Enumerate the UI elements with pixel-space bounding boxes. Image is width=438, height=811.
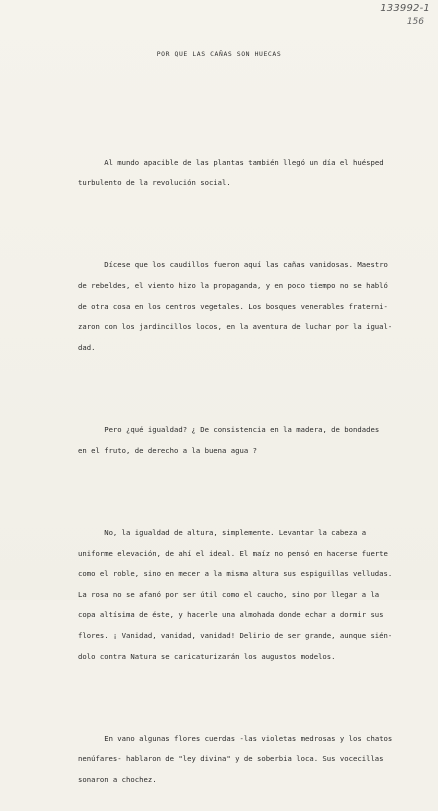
text-line: de otra cosa en los centros vegetales. Los bosques venerables fraterni- [78, 301, 388, 311]
document-body [78, 132, 408, 811]
paragraph [78, 132, 408, 214]
text-line: de rebeldes, el viento hizo la propaganda, y en poco tiempo no se habló [78, 281, 388, 291]
text-line: Dícese que los caudillos fueron aquí las cañas vanidosas. Maestro [104, 260, 388, 270]
text-line: en el fruto, de derecho a la buena agua ? [78, 445, 257, 455]
text-line: zaron con los jardincillos locos, en la aventura de luchar por la igual- [78, 322, 393, 332]
archive-reference: 133992-1 [380, 3, 430, 14]
paragraph [78, 502, 408, 687]
page-number: 156 [406, 17, 424, 27]
text-line: Al mundo apacible de las plantas también llegó un día el huésped [104, 157, 384, 167]
text-line: En vano algunas flores cuerdas -las violetas medrosas y los chatos [104, 733, 393, 743]
paragraph [78, 235, 408, 379]
text-line: dolo contra Natura se caricaturizarán los augustos modelos. [78, 651, 336, 661]
text-line: copa altísima de éste, y hacerle una almohada donde echar a dormir sus [78, 610, 384, 620]
text-line: como el roble, sino en mecer a la misma altura sus espiguillas velludas. [78, 569, 393, 579]
text-line: flores. ¡ Vanidad, vanidad, vanidad! Delirio de ser grande, aunque sién- [78, 630, 393, 640]
paragraph [78, 708, 408, 811]
text-line: turbulento de la revolución social. [78, 178, 231, 188]
text-line: La rosa no se afanó por ser útil como el caucho, sino por llegar a la [78, 589, 380, 599]
text-line: Pero ¿qué igualdad? ¿ De consistencia en la madera, de bondades [104, 425, 380, 435]
text-line: nenúfares- hablaron de "ley divina" y de soberbia loca. Sus vocecillas [78, 754, 384, 764]
document-title: POR QUE LAS CAÑAS SON HUECAS [156, 50, 282, 58]
text-line: uniforme elevación, de ahí el ideal. El maíz no pensó en hacerse fuerte [78, 548, 388, 558]
text-line: No, la igualdad de altura, simplemente. Levantar la cabeza a [104, 528, 367, 537]
text-line: sonaron a chochez. [78, 775, 157, 785]
text-line: dad. [78, 342, 96, 352]
paragraph [78, 400, 408, 482]
